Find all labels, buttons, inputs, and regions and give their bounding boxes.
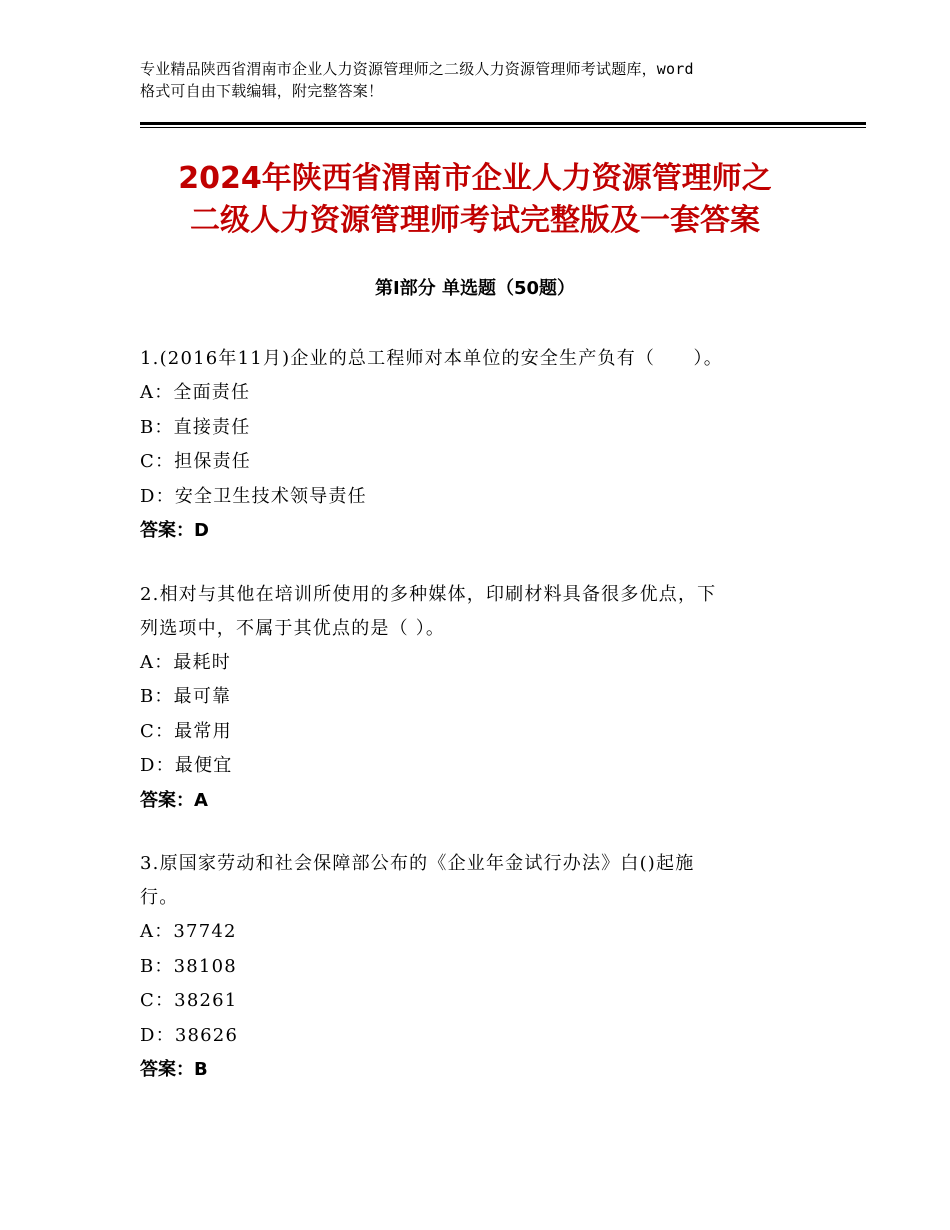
question-stem-line: 行。: [140, 887, 179, 908]
option-d: D：安全卫生技术领导责任: [140, 485, 367, 507]
header-note-line-1: 专业精品陕西省渭南市企业人力资源管理师之二级人力资源管理师考试题库，word: [140, 60, 694, 78]
option-c: C：最常用: [140, 720, 232, 742]
option-c: C：38261: [140, 990, 238, 1011]
option-b: B：最可靠: [140, 686, 232, 707]
question-stem-line: 3.原国家劳动和社会保障部公布的《企业年金试行办法》白()起施: [140, 853, 695, 874]
question-stem: [140, 847, 810, 915]
question-stem-line: 列选项中，不属于其优点的是（ ）。: [140, 617, 446, 639]
question-list: [140, 342, 810, 1117]
title-line-2: 二级人力资源管理师考试完整版及一套答案: [190, 203, 760, 238]
header-note: [140, 58, 830, 102]
option-a: A：全面责任: [140, 382, 251, 403]
answer: 答案：A: [140, 789, 208, 811]
option-a: A：最耗时: [140, 651, 231, 673]
question-2: [140, 578, 810, 819]
option-b: B：直接责任: [140, 416, 251, 438]
option-a: A：37742: [140, 921, 237, 942]
header-note-line-2: 格式可自由下载编辑，附完整答案！: [140, 82, 384, 100]
option-d: D：最便宜: [140, 755, 233, 776]
question-1: [140, 342, 810, 549]
question-stem: [140, 578, 810, 646]
question-stem: [140, 342, 810, 376]
option-c: C：担保责任: [140, 451, 251, 472]
document-title: [140, 158, 810, 242]
header-rule-thin: [140, 127, 866, 128]
title-line-1: 2024年陕西省渭南市企业人力资源管理师之: [178, 161, 772, 196]
question-stem-line: 1.(2016年11月)企业的总工程师对本单位的安全生产负有（ ）。: [140, 348, 723, 369]
option-d: D：38626: [140, 1024, 239, 1046]
option-b: B：38108: [140, 955, 237, 977]
header-rule-thick: [140, 122, 866, 125]
answer: 答案：D: [140, 520, 209, 541]
question-3: [140, 847, 810, 1088]
answer: 答案：B: [140, 1059, 208, 1080]
section-heading: 第Ⅰ部分 单选题（50题）: [374, 278, 575, 299]
question-stem-line: 2.相对与其他在培训所使用的多种媒体，印刷材料具备很多优点，下: [140, 583, 717, 605]
